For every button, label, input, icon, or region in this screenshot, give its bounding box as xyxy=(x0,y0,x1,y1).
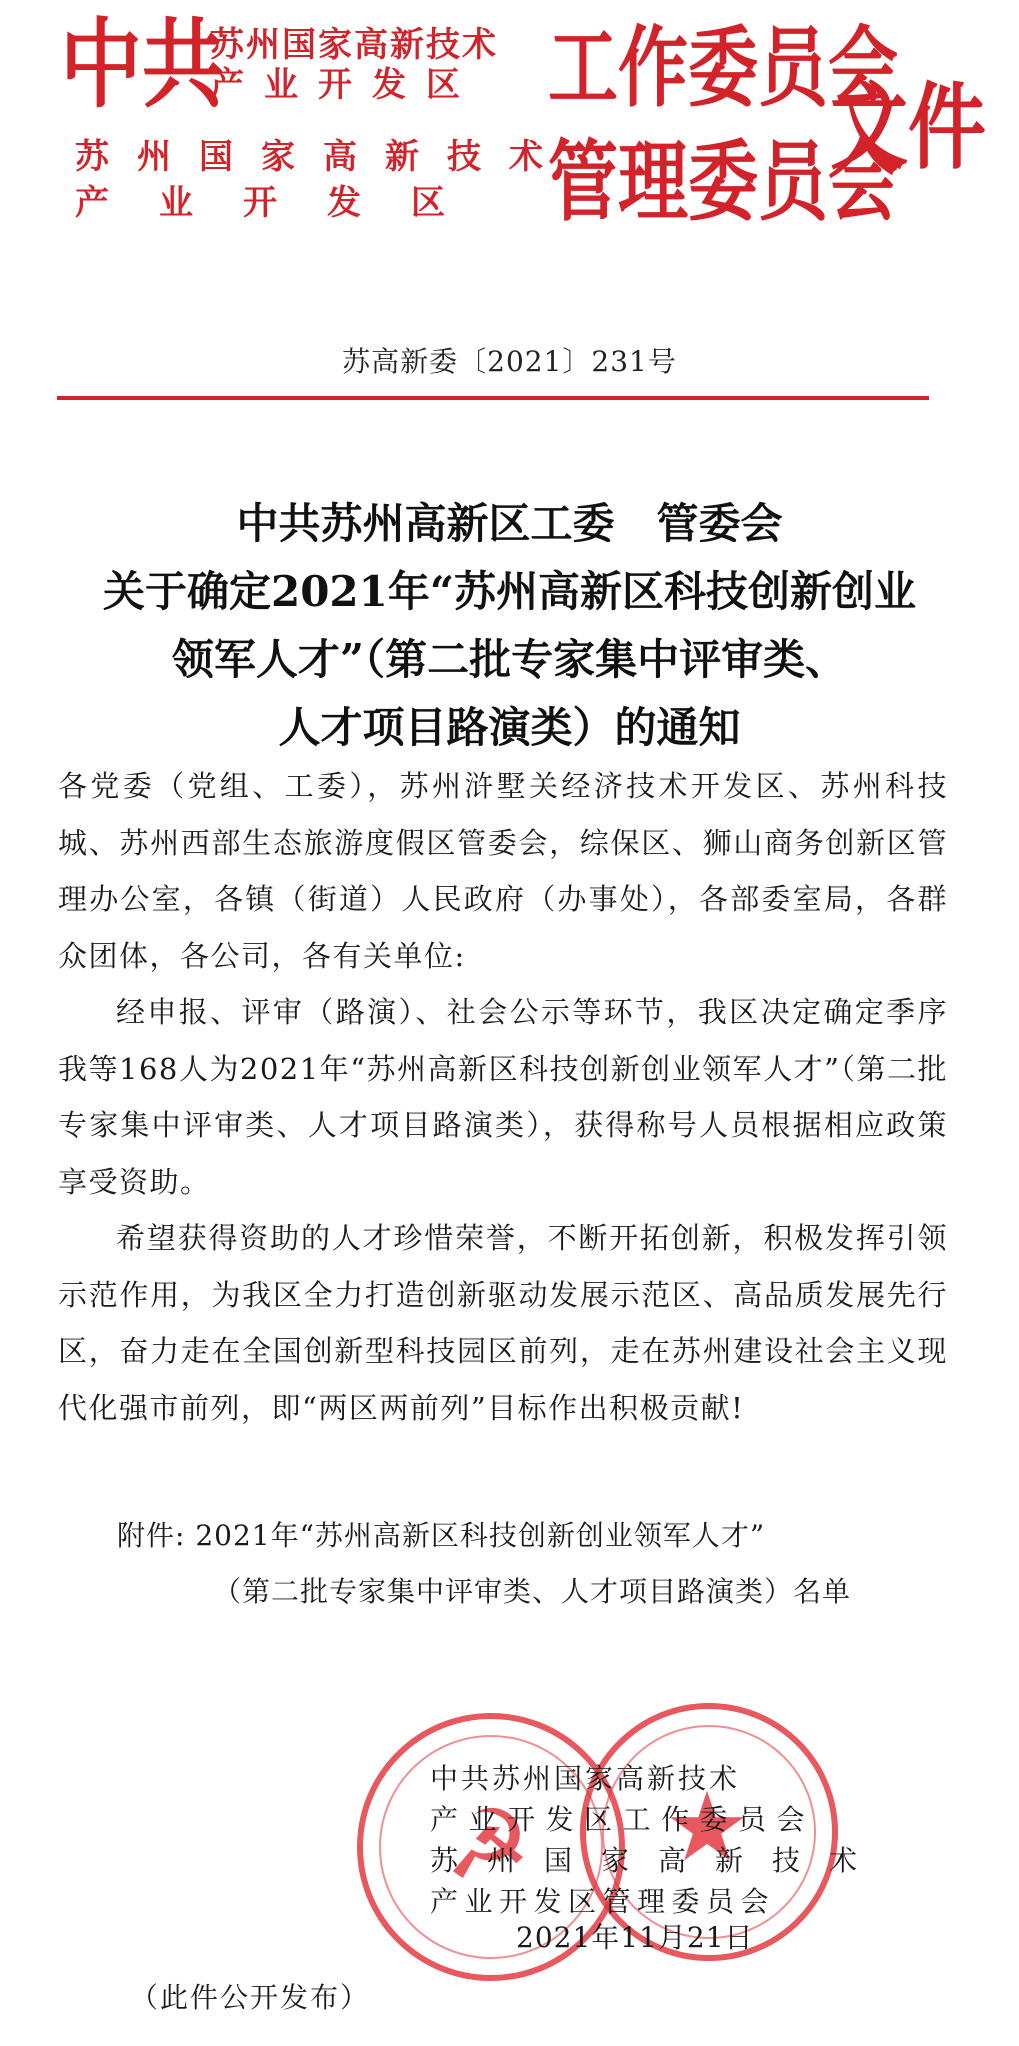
signature-line-3: 苏州国家高新技术 xyxy=(430,1844,887,1877)
header-divider xyxy=(57,396,929,400)
title-line-2: 关于确定2021年“苏州高新区科技创新创业 xyxy=(102,567,917,616)
signature-block xyxy=(430,1758,886,1922)
body-paragraph-2: 希望获得资助的人才珍惜荣誉，不断开拓创新，积极发挥引领示范作用，为我区全力打造创新驱动发展示范区、高品质发展先行区，奋力走在全国创新型科技园区前列，走在苏州建设社会主义现代化强市前列，即“两区两前列”目标作出积极贡献! xyxy=(58,1221,948,1425)
header-org1-line1: 苏州国家高新技术 xyxy=(210,25,498,65)
party-emblem-icon: ☭ xyxy=(445,1789,532,1901)
title-line-3: 领军人才”（第二批专家集中评审类、 xyxy=(171,635,848,684)
header-prefix: 中共 xyxy=(60,9,225,122)
header-org2-line2: 产业开发区 xyxy=(75,183,495,223)
public-release-note: （此件公开发布） xyxy=(130,1981,371,2014)
attachment-line-2: （第二批专家集中评审类、人才项目路演类）名单 xyxy=(213,1575,852,1608)
header-org2-line1: 苏州国家高新技术 xyxy=(75,137,571,177)
title-line-4: 人才项目路演类）的通知 xyxy=(278,703,741,752)
signature-date: 2021年11月21日 xyxy=(516,1921,754,1954)
signature-line-2: 产业开发区工作委员会 xyxy=(430,1803,816,1836)
attachment-line-1: 附件: 2021年“苏州高新区科技创新创业领军人才” xyxy=(117,1519,766,1552)
document-header xyxy=(0,0,1019,240)
header-org1-suffix: 工作委员会 xyxy=(548,16,898,119)
document-number: 苏高新委〔2021〕231号 xyxy=(342,345,677,378)
attachment-note xyxy=(117,1508,851,1620)
header-doc-type: 文件 xyxy=(830,74,987,183)
document-body xyxy=(58,758,948,1436)
signature-line-4: 产业开发区管理委员会 xyxy=(430,1885,776,1918)
document-title xyxy=(0,490,1019,762)
signature-line-1: 中共苏州国家高新技术 xyxy=(430,1762,741,1795)
recipients-paragraph: 各党委（党组、工委），苏州浒墅关经济技术开发区、苏州科技城、苏州西部生态旅游度假区管委会，综保区、狮山商务创新区管理办公室，各镇（街道）人民政府（办事处），各部委室局，各群众团体，各公司，各有关单位: xyxy=(58,769,948,973)
body-paragraph-1: 经申报、评审（路演）、社会公示等环节，我区决定确定季序我等168人为2021年“苏州高新区科技创新创业领军人才”（第二批专家集中评审类、人才项目路演类），获得称号人员根据相应政策享受资助。 xyxy=(58,995,948,1199)
header-org1-line2: 产业开发区 xyxy=(210,65,480,105)
header-org2-suffix: 管理委员会 xyxy=(548,130,898,233)
star-icon: ★ xyxy=(664,1771,751,1883)
title-line-1: 中共苏州高新区工委 管委会 xyxy=(236,499,783,548)
